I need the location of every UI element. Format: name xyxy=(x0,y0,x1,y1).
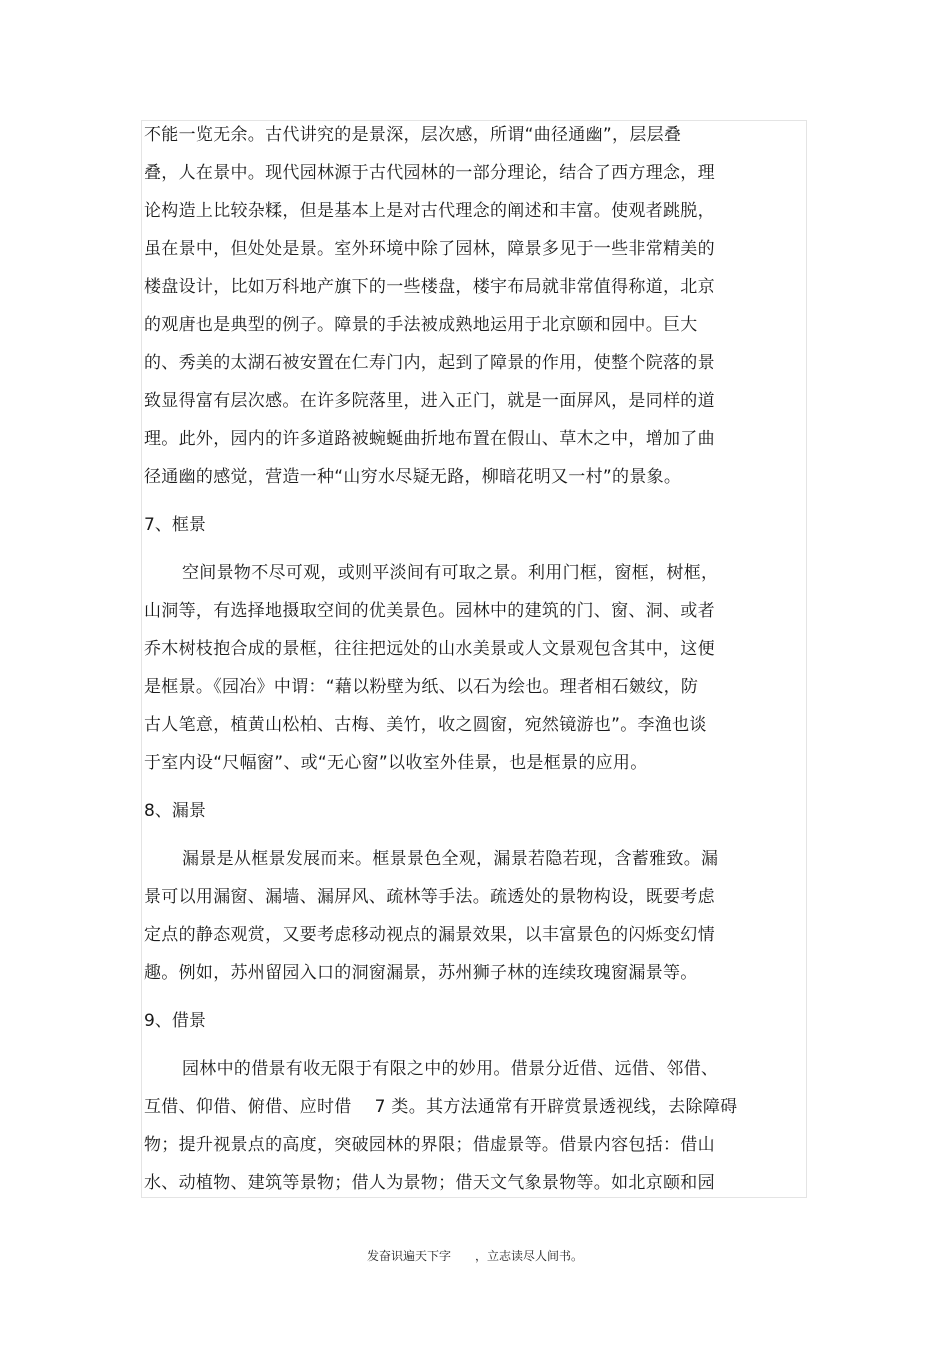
text-line: 虽在景中，但处处是景。室外环境中除了园林，障景多见于一些非常精美的 xyxy=(144,239,715,259)
text-line: 乔木树枝抱合成的景框，往往把远处的山水美景或人文景观包含其中，这便 xyxy=(144,639,715,659)
text-line: 径通幽的感觉，营造一种“山穷水尽疑无路，柳暗花明又一村”的景象。 xyxy=(144,467,682,487)
text-line: 古人笔意，植黄山松柏、古梅、美竹，收之圆窗，宛然镜游也”。李渔也谈 xyxy=(144,715,707,735)
text-line: 论构造上比较杂糅，但是基本上是对古代理念的阐述和丰富。使观者跳脱， xyxy=(144,201,715,221)
paragraph-zhangjing-continued xyxy=(144,116,784,496)
text-line: 的、秀美的太湖石被安置在仁寿门内，起到了障景的作用，使整个院落的景 xyxy=(144,353,715,373)
page-footer-motto: 发奋识遍天下字 ，立志读尽人间书。 xyxy=(366,1249,583,1263)
text-line: 漏景是从框景发展而来。框景景色全观，漏景若隐若现，含蓄雅致。漏 xyxy=(182,849,719,869)
paragraph-loujing xyxy=(144,840,784,992)
text-line: 山洞等，有选择地摄取空间的优美景色。园林中的建筑的门、窗、洞、或者 xyxy=(144,601,715,621)
text-line: 定点的静态观赏，又要考虑移动视点的漏景效果，以丰富景色的闪烁变幻情 xyxy=(144,925,715,945)
text-line: 楼盘设计，比如万科地产旗下的一些楼盘，楼宇布局就非常值得称道，北京 xyxy=(144,277,715,297)
text-line: 叠，人在景中。现代园林源于古代园林的一部分理论，结合了西方理念，理 xyxy=(144,163,715,183)
text-line: 理。此外，园内的许多道路被蜿蜒曲折地布置在假山、草木之中，增加了曲 xyxy=(144,429,715,449)
text-line: 景可以用漏窗、漏墙、漏屏风、疏林等手法。疏透处的景物构设，既要考虑 xyxy=(144,887,715,907)
text-line: 空间景物不尽可观，或则平淡间有可取之景。利用门框，窗框，树框， xyxy=(182,563,719,583)
text-line: 的观唐也是典型的例子。障景的手法被成熟地运用于北京颐和园中。巨大 xyxy=(144,315,698,335)
section-heading-loujing: 8、漏景 xyxy=(144,801,206,821)
paragraph-kuangjing xyxy=(144,554,784,782)
text-line: 园林中的借景有收无限于有限之中的妙用。借景分近借、远借、邻借、 xyxy=(182,1059,719,1079)
text-line: 趣。例如，苏州留园入口的洞窗漏景，苏州狮子林的连续玫瑰窗漏景等。 xyxy=(144,963,698,983)
document-body xyxy=(144,116,784,1202)
text-line: 致显得富有层次感。在许多院落里，进入正门，就是一面屏风，是同样的道 xyxy=(144,391,715,411)
paragraph-jiejing xyxy=(144,1050,784,1202)
section-heading-kuangjing: 7、框景 xyxy=(144,515,206,535)
text-line: 物；提升视景点的高度，突破园林的界限；借虚景等。借景内容包括：借山 xyxy=(144,1135,715,1155)
text-line: 于室内设“尺幅窗”、或“无心窗”以收室外佳景，也是框景的应用。 xyxy=(144,753,648,773)
text-line: 水、动植物、建筑等景物；借人为景物；借天文气象景物等。如北京颐和园 xyxy=(144,1173,715,1193)
text-line: 是框景。《园冶》中谓：“藉以粉壁为纸、以石为绘也。理者相石皴纹，防 xyxy=(144,677,699,697)
text-line: 互借、仰借、俯借、应时借 7 类。其方法通常有开辟赏景透视线，去除障碍 xyxy=(144,1097,738,1117)
section-heading-jiejing: 9、借景 xyxy=(144,1011,206,1031)
text-line: 不能一览无余。古代讲究的是景深，层次感，所谓“曲径通幽”，层层叠 xyxy=(144,125,682,145)
